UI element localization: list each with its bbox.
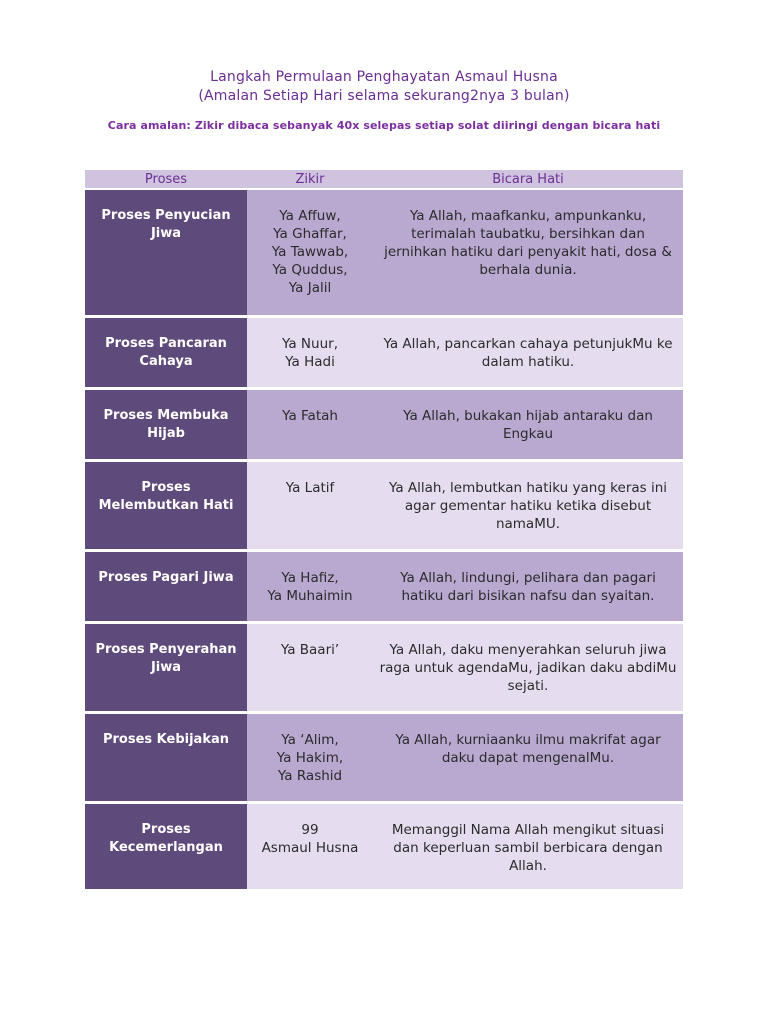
proses-cell: Proses Melembutkan Hati [85,460,247,550]
table-row [85,316,683,388]
table-row [85,712,683,802]
zikir-line: Ya Hafiz, [281,569,339,586]
bicara-hati-cell: Ya Allah, maafkanku, ampunkanku, terimalah taubatku, bersihkan dan jernihkan hatiku dari penyakit hati, dosa & berhala dunia. [373,189,683,316]
zikir-cell [247,550,373,622]
bicara-hati-cell: Memanggil Nama Allah mengikut situasi dan keperluan sambil berbicara dengan Allah. [373,802,683,890]
zikir-line: Asmaul Husna [261,839,359,856]
zikir-line: Ya Rashid [277,767,343,784]
bicara-hati-cell: Ya Allah, lembutkan hatiku yang keras ini agar gementar hatiku ketika disebut namaMU. [373,460,683,550]
proses-cell: Proses Kecemerlangan [85,802,247,890]
zikir-line: Ya Hakim, [276,749,344,766]
table-header [85,170,683,189]
bicara-hati-cell: Ya Allah, lindungi, pelihara dan pagari hatiku dari bisikan nafsu dan syaitan. [373,550,683,622]
proses-cell: Proses Membuka Hijab [85,388,247,460]
zikir-line: Ya Quddus, [272,262,348,278]
column-header-bicara-hati: Bicara Hati [373,170,683,189]
zikir-line: Ya Latif [285,479,335,496]
zikir-cell [247,460,373,550]
column-header-proses: Proses [85,170,247,189]
zikir-cell [247,316,373,388]
table-row [85,622,683,712]
zikir-line: Ya Jalil [288,280,332,296]
bicara-hati-cell: Ya Allah, bukakan hijab antaraku dan Engkau [373,388,683,460]
practice-instruction: Cara amalan: Zikir dibaca sebanyak 40x selepas setiap solat diiringi dengan bicara hati [107,119,661,132]
zikir-line: Ya Hadi [285,353,335,370]
bicara-hati-cell: Ya Allah, kurniaanku ilmu makrifat agar daku dapat mengenalMu. [373,712,683,802]
proses-cell: Proses Pagari Jiwa [85,550,247,622]
zikir-cell [247,622,373,712]
table-row [85,550,683,622]
table-row [85,460,683,550]
bicara-hati-cell: Ya Allah, pancarkan cahaya petunjukMu ke dalam hatiku. [373,316,683,388]
zikir-cell [247,802,373,890]
zikir-line: Ya Ghaffar, [273,226,347,242]
zikir-line: Ya ‘Alim, [281,731,339,748]
title-line-2: (Amalan Setiap Hari selama sekurang2nya 3 bulan) [198,88,570,104]
document-title [0,68,768,106]
zikir-cell [247,712,373,802]
proses-cell: Proses Penyucian Jiwa [85,189,247,316]
proses-cell: Proses Kebijakan [85,712,247,802]
zikir-line: Ya Affuw, [279,208,341,224]
table-row [85,189,683,316]
table-row [85,388,683,460]
table-row [85,802,683,890]
zikir-line: Ya Muhaimin [267,587,353,604]
title-line-1: Langkah Permulaan Penghayatan Asmaul Husna [210,69,558,85]
zikir-cell [247,189,373,316]
proses-cell: Proses Pancaran Cahaya [85,316,247,388]
zikir-line: Ya Nuur, [281,335,338,352]
zikir-table [85,170,683,892]
zikir-line: Ya Tawwab, [271,244,349,260]
proses-cell: Proses Penyerahan Jiwa [85,622,247,712]
zikir-line: Ya Fatah [282,407,338,424]
zikir-line: 99 [301,821,319,838]
zikir-line: Ya Baari’ [280,641,340,658]
zikir-cell [247,388,373,460]
bicara-hati-cell: Ya Allah, daku menyerahkan seluruh jiwa raga untuk agendaMu, jadikan daku abdiMu sejati. [373,622,683,712]
column-header-zikir: Zikir [247,170,373,189]
